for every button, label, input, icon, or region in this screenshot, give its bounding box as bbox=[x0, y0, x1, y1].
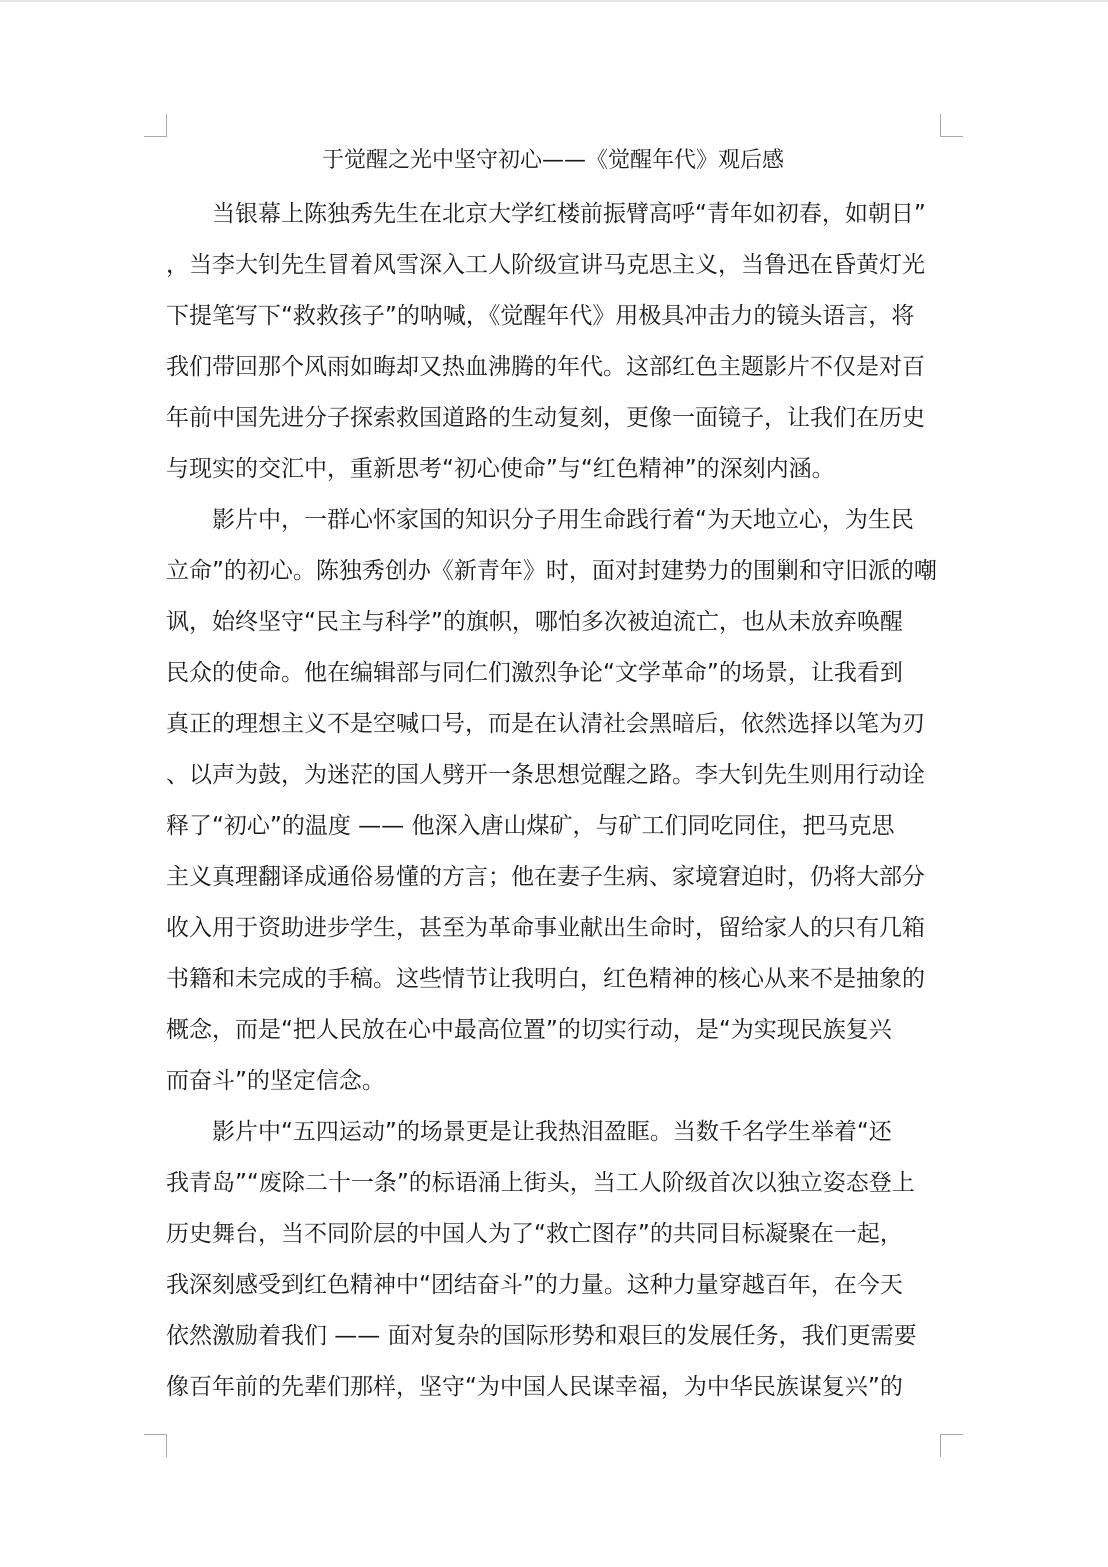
body-line: 我深刻感受到红色精神中“团结奋斗”的力量。这种力量穿越百年，在今天 bbox=[166, 1272, 903, 1298]
body-line: 历史舞台，当不同阶层的中国人为了“救亡图存”的共同目标凝聚在一起， bbox=[166, 1221, 903, 1247]
body-line: 书籍和未完成的手稿。这些情节让我明白，红色精神的核心从来不是抽象的 bbox=[166, 966, 925, 992]
body-line: 当银幕上陈独秀先生在北京大学红楼前振臂高呼“青年如初春，如朝日” bbox=[166, 201, 926, 227]
crop-mark-top-right bbox=[940, 114, 963, 137]
body-line: 释了“初心”的温度 —— 他深入唐山煤矿，与矿工们同吃同住，把马克思 bbox=[166, 813, 895, 839]
crop-mark-bottom-left bbox=[144, 1434, 167, 1457]
body-line: ，当李大钊先生冒着风雪深入工人阶级宣讲马克思主义，当鲁迅在昏黄灯光 bbox=[166, 252, 925, 278]
body-line: 而奋斗”的坚定信念。 bbox=[166, 1068, 385, 1094]
body-line: 影片中“五四运动”的场景更是让我热泪盈眶。当数千名学生举着“还 bbox=[166, 1119, 892, 1145]
body-line: 收入用于资助进步学生，甚至为革命事业献出生命时，留给家人的只有几箱 bbox=[166, 915, 925, 941]
body-line: 概念，而是“把人民放在心中最高位置”的切实行动，是“为实现民族复兴 bbox=[166, 1017, 892, 1043]
body-line: 主义真理翻译成通俗易懂的方言；他在妻子生病、家境窘迫时，仍将大部分 bbox=[166, 864, 925, 890]
body-line: 民众的使命。他在编辑部与同仁们激烈争论“文学革命”的场景，让我看到 bbox=[166, 660, 903, 686]
body-line: 影片中，一群心怀家国的知识分子用生命践行着“为天地立心，为生民 bbox=[166, 507, 914, 533]
document-title: 于觉醒之光中坚守初心——《觉醒年代》观后感 bbox=[321, 148, 784, 173]
body-line: 立命”的初心。陈独秀创办《新青年》时，面对封建势力的围剿和守旧派的嘲 bbox=[166, 558, 937, 584]
crop-mark-bottom-right bbox=[940, 1434, 963, 1457]
body-line: 依然激励着我们 —— 面对复杂的国际形势和艰巨的发展任务，我们更需要 bbox=[166, 1323, 917, 1349]
body-line: 下提笔写下“救救孩子”的呐喊，《觉醒年代》用极具冲击力的镜头语言，将 bbox=[166, 303, 915, 329]
body-line: 我们带回那个风雨如晦却又热血沸腾的年代。这部红色主题影片不仅是对百 bbox=[166, 354, 925, 380]
body-line: 、以声为鼓，为迷茫的国人劈开一条思想觉醒之路。李大钊先生则用行动诠 bbox=[166, 762, 925, 788]
crop-mark-top-left bbox=[144, 114, 167, 137]
body-line: 与现实的交汇中，重新思考“初心使命”与“红色精神”的深刻内涵。 bbox=[166, 456, 835, 482]
body-line: 真正的理想主义不是空喊口号，而是在认清社会黑暗后，依然选择以笔为刃 bbox=[166, 711, 925, 737]
page-top-edge bbox=[0, 0, 1108, 2]
body-line: 像百年前的先辈们那样，坚守“为中国人民谋幸福，为中华民族谋复兴”的 bbox=[166, 1374, 903, 1400]
body-line: 讽，始终坚守“民主与科学”的旗帜，哪怕多次被迫流亡，也从未放弃唤醒 bbox=[166, 609, 903, 635]
body-line: 我青岛”“废除二十一条”的标语涌上街头，当工人阶级首次以独立姿态登上 bbox=[166, 1170, 915, 1196]
body-line: 年前中国先进分子探索救国道路的生动复刻，更像一面镜子，让我们在历史 bbox=[166, 405, 925, 431]
